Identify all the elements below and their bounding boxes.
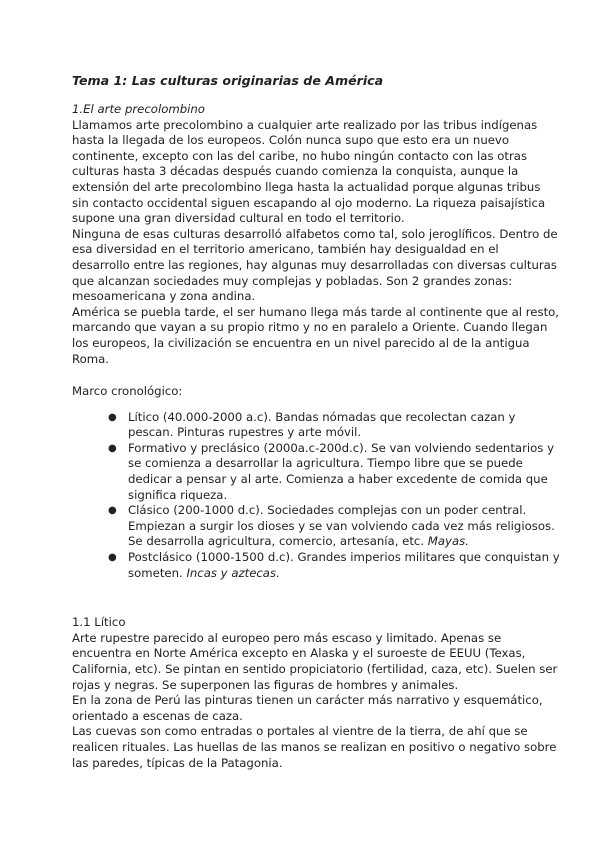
section-heading: 1.1 Lítico: [72, 615, 126, 630]
marco-cronologico-label: Marco cronológico:: [72, 384, 183, 399]
list-item-italic: Mayas.: [427, 534, 469, 549]
paragraph: En la zona de Perú las pinturas tienen un carácter más narrativo y esquemático, orientado a escenas de caza.: [72, 693, 543, 723]
section-heading: 1.El arte precolombino: [72, 102, 205, 116]
list-item: [108, 441, 560, 503]
list-item-italic: Incas y aztecas.: [186, 565, 280, 580]
paragraph: Arte rupestre parecido al europeo pero más escaso y limitado. Apenas se encuentra en Norte América excepto en Alaska y el suroeste de EEUU (Texas, California, etc). Se pintan en sentido propiciatorio (fertilidad, caza, etc). Suelen ser rojas y negras. Se superponen las figuras de hombres y animales.: [72, 630, 558, 692]
list-item: [108, 503, 560, 550]
list-item-text: Lítico (40.000-2000 a.c). Bandas nómadas que recolectan cazan y pescan. Pinturas rupestres y arte móvil.: [128, 409, 516, 440]
paragraph: Llamamos arte precolombino a cualquier arte realizado por las tribus indígenas hasta la llegada de los europeos. Colón nunca supo que esto era un nuevo continente, excepto con las del caribe, no hubo ningún contacto con las otras culturas hasta 3 décadas después cuando comienza la conquista, aunque la extensión del arte precolombino llega hasta la actualidad porque algunas tribus sin contacto occidental siguen escapando al ojo moderno. La riqueza paisajística supone una gran diversidad cultural en todo el territorio.: [72, 117, 546, 226]
document-title: Tema 1: Las culturas originarias de América: [72, 73, 384, 88]
paragraph: América se puebla tarde, el ser humano llega más tarde al continente que al resto, marcando que vayan a su propio ritmo y no en paralelo a Oriente. Cuando llegan los europeos, la civilización se encuentra en un nivel parecido al de la antigua Roma.: [72, 304, 560, 366]
bullet-icon: ●: [108, 411, 117, 423]
chronology-list: [72, 410, 560, 582]
paragraph: Ninguna de esas culturas desarrolló alfabetos como tal, solo jeroglíficos. Dentro de esa diversidad en el territorio americano, también hay desigualdad en el desarrollo entre las regiones, hay algunas muy desarrolladas con diversas culturas que alcanzan sociedades muy complejas y pobladas. Son 2 grandes zonas: mesoamericana y zona andina.: [72, 226, 558, 304]
paragraph: Las cuevas son como entradas o portales al vientre de la tierra, de ahí que se realicen rituales. Las huellas de las manos se realizan en positivo o negativo sobre las paredes, típicas de la Patagonia.: [72, 724, 557, 770]
bullet-icon: ●: [108, 442, 117, 454]
list-item-text: Clásico (200-1000 d.c). Sociedades complejas con un poder central. Empiezan a surgir los dioses y se van volviendo cada vez más religiosos. Se desarrolla agricultura, comercio, artesanía, etc.: [128, 503, 555, 549]
list-item: [108, 410, 560, 441]
bullet-icon: ●: [108, 552, 117, 564]
bullet-icon: ●: [108, 505, 117, 517]
list-item: [108, 550, 560, 581]
section-arte-precolombino: [72, 102, 560, 771]
list-item-text: Postclásico (1000-1500 d.c). Grandes imperios militares que conquistan y someten.: [128, 550, 560, 580]
list-item-text: Formativo y preclásico (2000a.c-200d.c). Se van volviendo sedentarios y se comienza a desarrollar la agricultura. Tiempo libre que se puede dedicar a pensar y al arte. Comienza a haber excedente de comida que significa riqueza.: [128, 440, 554, 502]
